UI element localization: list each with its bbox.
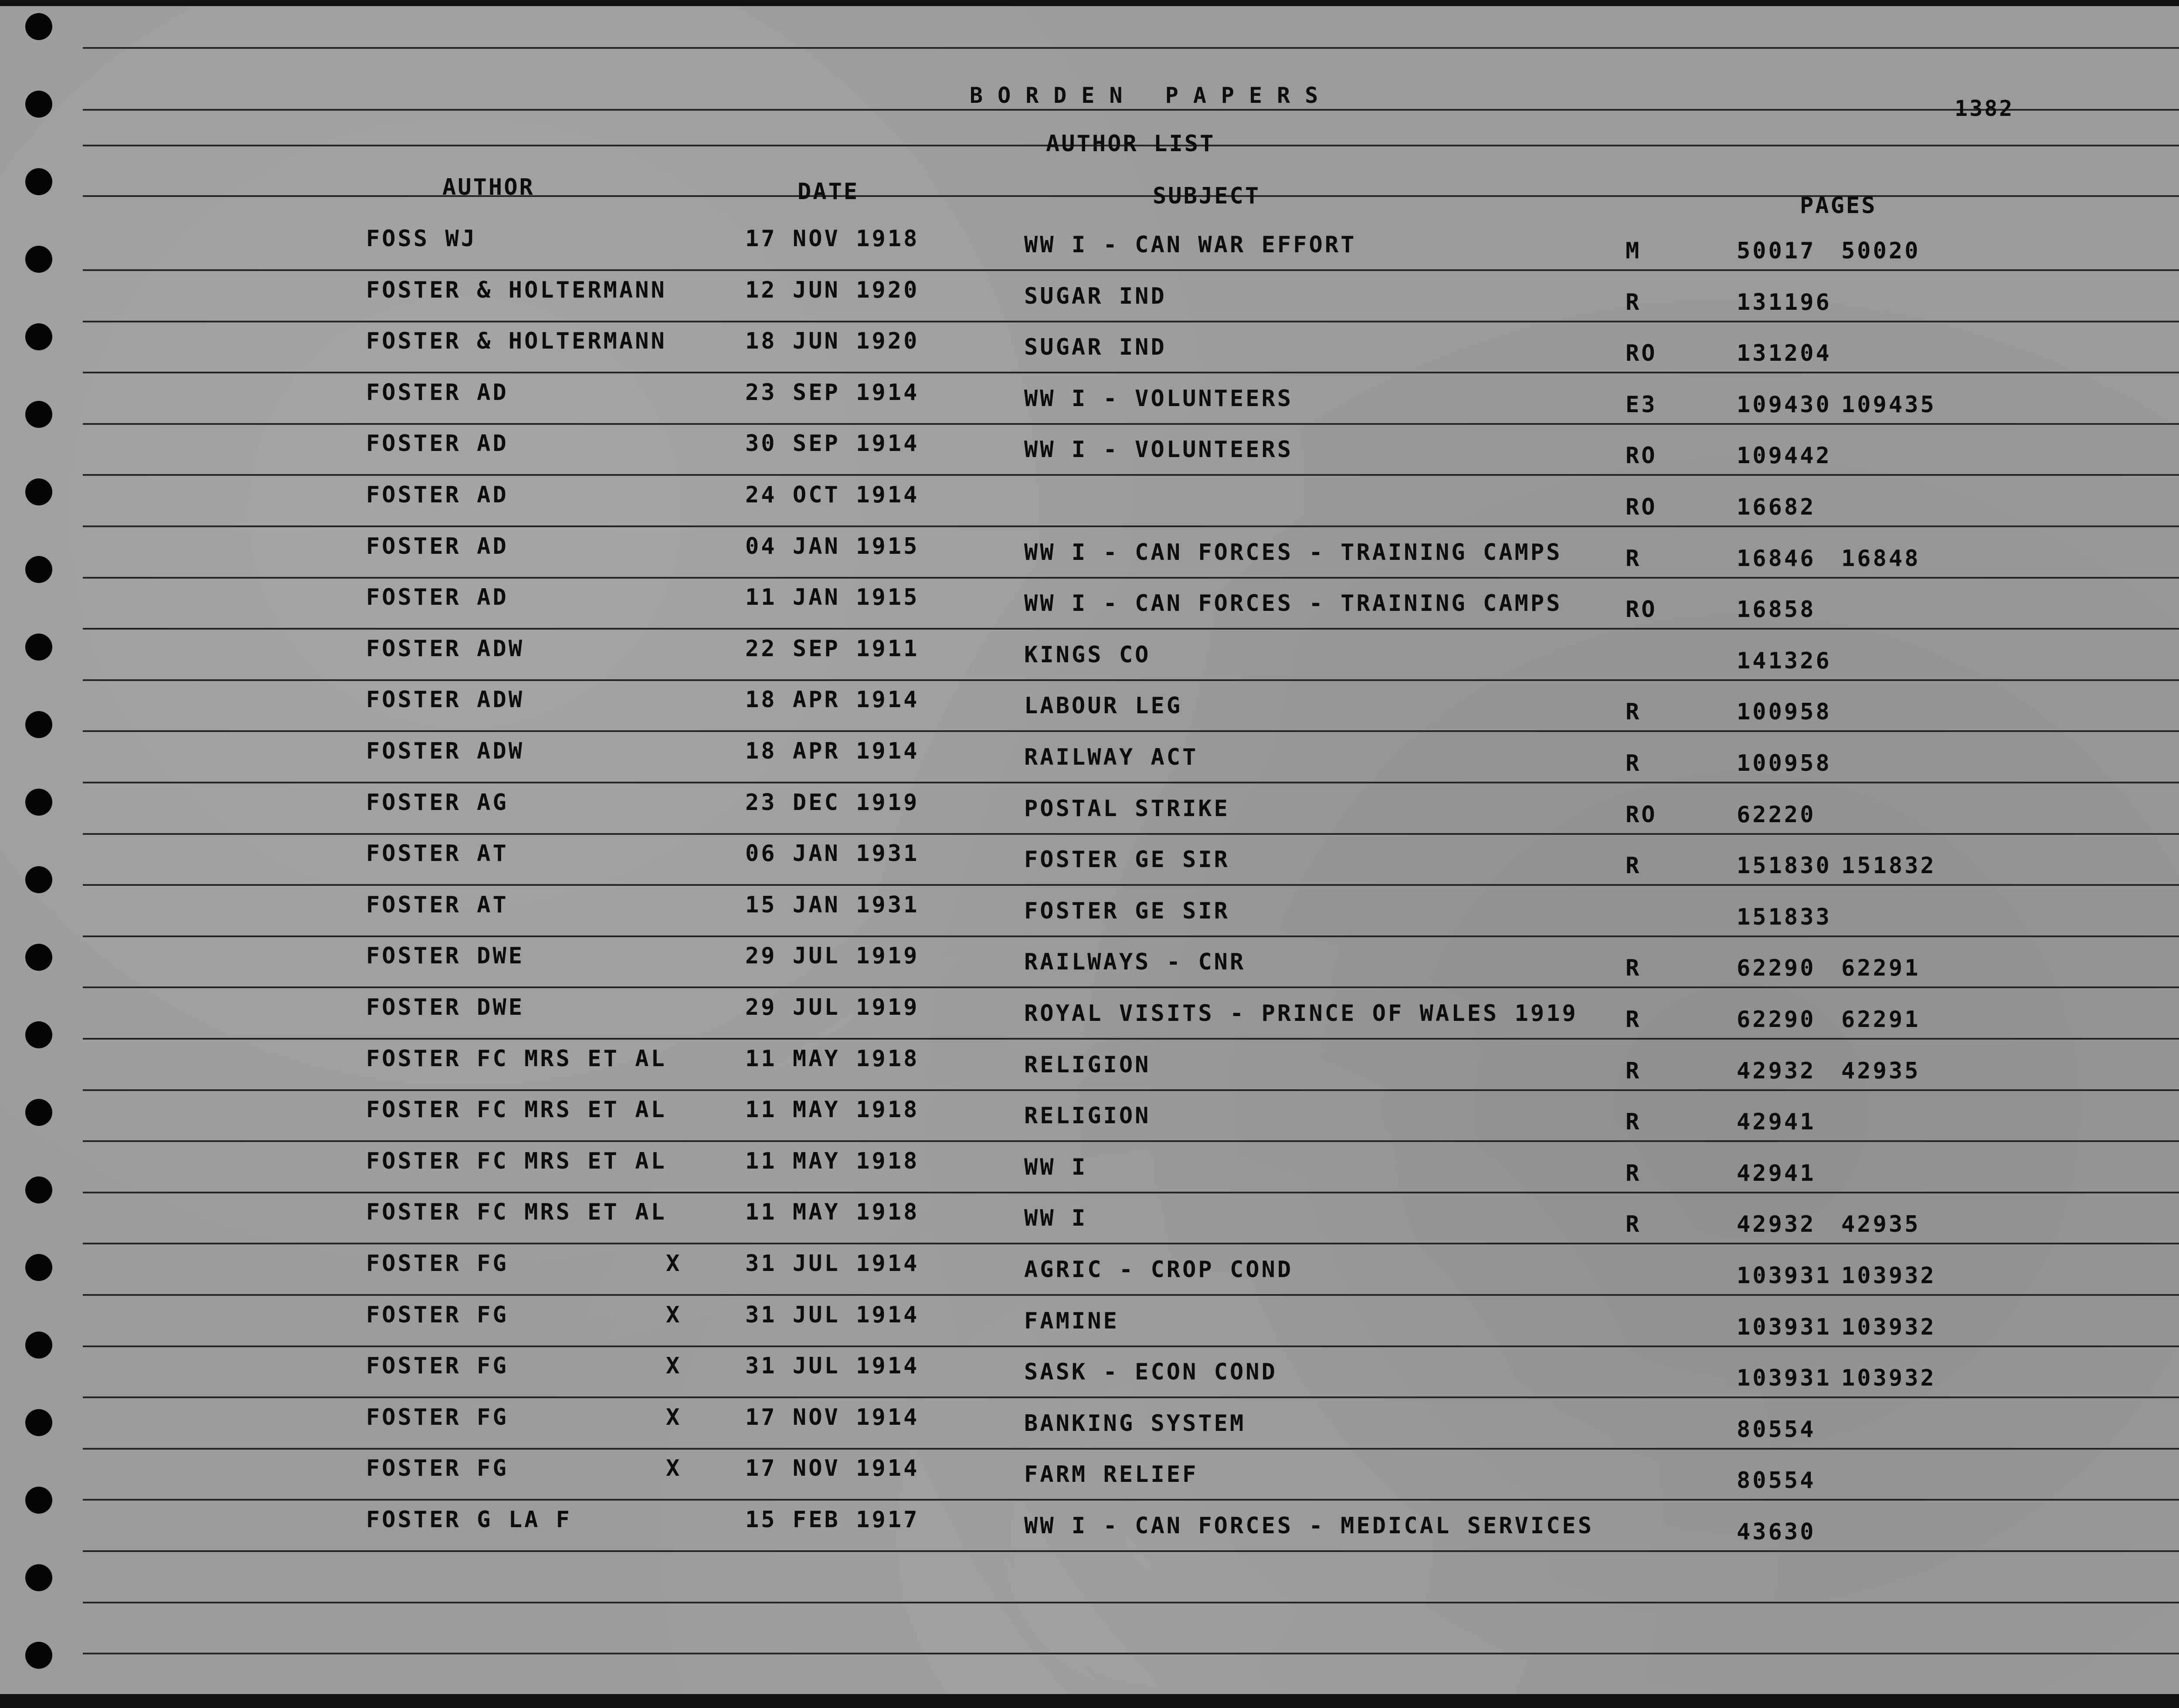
- subject-cell: SUGAR IND: [1024, 334, 1167, 360]
- date-cell: 31 JUL 1914: [745, 1302, 920, 1328]
- author-cell: FOSTER DWE: [366, 994, 525, 1020]
- author-cell: FOSTER FG: [366, 1404, 509, 1430]
- page-start-cell: 16846: [1737, 546, 1816, 572]
- subject-cell: SUGAR IND: [1024, 283, 1167, 309]
- column-header-date: DATE: [798, 179, 859, 205]
- ruled-line: [83, 1653, 2179, 1654]
- sprocket-hole: [25, 168, 52, 195]
- date-cell: 29 JUL 1919: [745, 994, 920, 1020]
- document-title: BORDEN PAPERS: [970, 83, 1333, 108]
- page-start-cell: 109442: [1737, 443, 1832, 469]
- ruled-line: [83, 47, 2179, 49]
- subject-cell: POSTAL STRIKE: [1024, 796, 1230, 822]
- code-cell: RO: [1626, 802, 1657, 828]
- code-cell: R: [1626, 1058, 1642, 1084]
- author-cell: FOSTER FC MRS ET AL: [366, 1097, 667, 1123]
- table-row: [0, 1455, 2179, 1499]
- page-start-cell: 42932: [1737, 1058, 1816, 1084]
- subject-cell: WW I: [1024, 1205, 1088, 1231]
- date-cell: 15 JAN 1931: [745, 892, 920, 918]
- subject-cell: FAMINE: [1024, 1308, 1119, 1334]
- author-cell: FOSTER FC MRS ET AL: [366, 1148, 667, 1174]
- ruled-line: [83, 1140, 2179, 1142]
- subject-cell: WW I - VOLUNTEERS: [1024, 437, 1293, 463]
- ruled-line: [83, 884, 2179, 886]
- subject-cell: ROYAL VISITS - PRINCE OF WALES 1919: [1024, 1000, 1578, 1027]
- author-cell: FOSTER FC MRS ET AL: [366, 1046, 667, 1072]
- date-cell: 11 JAN 1915: [745, 584, 920, 610]
- table-row: [0, 1148, 2179, 1192]
- table-row: [0, 636, 2179, 679]
- date-cell: 11 MAY 1918: [745, 1046, 920, 1072]
- subject-cell: RAILWAY ACT: [1024, 744, 1198, 770]
- subject-cell: WW I: [1024, 1154, 1088, 1180]
- ruled-line: [83, 1602, 2179, 1603]
- page-start-cell: 42941: [1737, 1109, 1816, 1135]
- date-cell: 15 FEB 1917: [745, 1507, 920, 1533]
- code-cell: R: [1626, 289, 1642, 315]
- ruled-line: [83, 109, 2179, 111]
- table-row: [0, 584, 2179, 628]
- table-row: [0, 328, 2179, 372]
- ruled-line: [83, 730, 2179, 732]
- table-row: [0, 1507, 2179, 1550]
- page-start-cell: 50017: [1737, 238, 1816, 264]
- page-start-cell: 62290: [1737, 1006, 1816, 1033]
- page-start-cell: 109430: [1737, 392, 1832, 418]
- code-cell: R: [1626, 1211, 1642, 1237]
- flag-cell: X: [666, 1250, 682, 1277]
- ruled-line: [83, 1448, 2179, 1450]
- table-row: [0, 1199, 2179, 1243]
- date-cell: 11 MAY 1918: [745, 1199, 920, 1225]
- subject-cell: WW I - CAN FORCES - MEDICAL SERVICES: [1024, 1513, 1594, 1539]
- author-cell: FOSTER ADW: [366, 636, 525, 662]
- author-cell: FOSTER AD: [366, 482, 509, 508]
- table-row: [0, 380, 2179, 423]
- ruled-line: [83, 321, 2179, 322]
- ruled-line: [83, 1294, 2179, 1296]
- date-cell: 11 MAY 1918: [745, 1097, 920, 1123]
- subject-cell: FOSTER GE SIR: [1024, 898, 1230, 924]
- subject-cell: LABOUR LEG: [1024, 693, 1183, 719]
- author-cell: FOSTER AT: [366, 840, 509, 867]
- date-cell: 23 DEC 1919: [745, 790, 920, 816]
- list-subtitle: AUTHOR LIST: [1046, 131, 1215, 157]
- page-number: 1382: [1955, 96, 2014, 121]
- date-cell: 11 MAY 1918: [745, 1148, 920, 1174]
- table-row: [0, 1250, 2179, 1294]
- date-cell: 18 JUN 1920: [745, 328, 920, 354]
- page-start-cell: 103931: [1737, 1263, 1832, 1289]
- ruled-line: [83, 833, 2179, 835]
- date-cell: 22 SEP 1911: [745, 636, 920, 662]
- table-row: [0, 840, 2179, 884]
- page-start-cell: 43630: [1737, 1519, 1816, 1545]
- ruled-line: [83, 679, 2179, 681]
- page-start-cell: 16858: [1737, 596, 1816, 623]
- author-cell: FOSTER AG: [366, 790, 509, 816]
- page-start-cell: 100958: [1737, 750, 1832, 776]
- bottom-edge: [0, 1694, 2179, 1708]
- code-cell: E3: [1626, 392, 1657, 418]
- author-cell: FOSTER FG: [366, 1250, 509, 1277]
- subject-cell: AGRIC - CROP COND: [1024, 1257, 1293, 1283]
- page-end-cell: 42935: [1841, 1211, 1921, 1237]
- author-cell: FOSTER AD: [366, 584, 509, 610]
- author-cell: FOSTER ADW: [366, 687, 525, 713]
- page-start-cell: 42941: [1737, 1160, 1816, 1186]
- author-cell: FOSTER FG: [366, 1353, 509, 1379]
- table-row: [0, 1046, 2179, 1089]
- sprocket-hole: [25, 1642, 52, 1669]
- date-cell: 24 OCT 1914: [745, 482, 920, 508]
- ruled-line: [83, 986, 2179, 988]
- date-cell: 04 JAN 1915: [745, 533, 920, 559]
- date-cell: 23 SEP 1914: [745, 380, 920, 406]
- ruled-line: [83, 1243, 2179, 1244]
- author-cell: FOSTER AD: [366, 533, 509, 559]
- code-cell: R: [1626, 750, 1642, 776]
- page-start-cell: 80554: [1737, 1467, 1816, 1494]
- code-cell: M: [1626, 238, 1642, 264]
- table-row: [0, 1353, 2179, 1396]
- author-cell: FOSTER & HOLTERMANN: [366, 328, 667, 354]
- column-header-author: AUTHOR: [442, 174, 535, 200]
- table-row: [0, 277, 2179, 321]
- subject-cell: BANKING SYSTEM: [1024, 1410, 1246, 1437]
- sprocket-hole: [25, 91, 52, 118]
- flag-cell: X: [666, 1455, 682, 1481]
- page-start-cell: 100958: [1737, 699, 1832, 725]
- code-cell: R: [1626, 1160, 1642, 1186]
- code-cell: R: [1626, 853, 1642, 879]
- author-cell: FOSTER AT: [366, 892, 509, 918]
- table-row: [0, 1097, 2179, 1140]
- author-cell: FOSTER FG: [366, 1455, 509, 1481]
- date-cell: 12 JUN 1920: [745, 277, 920, 303]
- ruled-line: [83, 628, 2179, 630]
- sprocket-hole: [25, 13, 52, 40]
- table-row: [0, 533, 2179, 577]
- date-cell: 18 APR 1914: [745, 738, 920, 764]
- code-cell: RO: [1626, 443, 1657, 469]
- ruled-line: [83, 372, 2179, 373]
- code-cell: RO: [1626, 596, 1657, 623]
- page-start-cell: 131204: [1737, 340, 1832, 366]
- flag-cell: X: [666, 1302, 682, 1328]
- subject-cell: RAILWAYS - CNR: [1024, 949, 1246, 975]
- date-cell: 31 JUL 1914: [745, 1250, 920, 1277]
- author-cell: FOSTER & HOLTERMANN: [366, 277, 667, 303]
- subject-cell: WW I - CAN FORCES - TRAINING CAMPS: [1024, 539, 1562, 566]
- page-start-cell: 62290: [1737, 955, 1816, 981]
- table-row: [0, 738, 2179, 782]
- table-row: [0, 994, 2179, 1038]
- date-cell: 17 NOV 1918: [745, 226, 920, 252]
- page-end-cell: 103932: [1841, 1365, 1936, 1391]
- author-cell: FOSTER FG: [366, 1302, 509, 1328]
- table-row: [0, 790, 2179, 833]
- date-cell: 17 NOV 1914: [745, 1404, 920, 1430]
- author-cell: FOSTER AD: [366, 430, 509, 457]
- page-end-cell: 62291: [1841, 955, 1921, 981]
- ruled-line: [83, 1192, 2179, 1193]
- date-cell: 30 SEP 1914: [745, 430, 920, 457]
- code-cell: R: [1626, 1006, 1642, 1033]
- page-start-cell: 151833: [1737, 904, 1832, 930]
- page-start-cell: 103931: [1737, 1314, 1832, 1340]
- subject-cell: FARM RELIEF: [1024, 1461, 1198, 1488]
- page-end-cell: 103932: [1841, 1263, 1936, 1289]
- column-header-subject: SUBJECT: [1153, 183, 1261, 209]
- code-cell: R: [1626, 955, 1642, 981]
- page-start-cell: 131196: [1737, 289, 1832, 315]
- ruled-line: [83, 525, 2179, 527]
- table-row: [0, 226, 2179, 269]
- table-row: [0, 687, 2179, 730]
- table-row: [0, 1302, 2179, 1345]
- author-cell: FOSTER AD: [366, 380, 509, 406]
- subject-cell: RELIGION: [1024, 1103, 1151, 1129]
- ruled-line: [83, 577, 2179, 579]
- page-start-cell: 103931: [1737, 1365, 1832, 1391]
- author-cell: FOSS WJ: [366, 226, 477, 252]
- page-start-cell: 16682: [1737, 494, 1816, 520]
- subject-cell: WW I - CAN WAR EFFORT: [1024, 232, 1357, 258]
- page-start-cell: 151830: [1737, 853, 1832, 879]
- ruled-line: [83, 269, 2179, 271]
- ruled-line: [83, 423, 2179, 425]
- table-row: [0, 430, 2179, 474]
- author-cell: FOSTER DWE: [366, 943, 525, 969]
- author-cell: FOSTER G LA F: [366, 1507, 572, 1533]
- date-cell: 17 NOV 1914: [745, 1455, 920, 1481]
- table-row: [0, 1404, 2179, 1448]
- table-row: [0, 892, 2179, 935]
- author-cell: FOSTER ADW: [366, 738, 525, 764]
- table-row: [0, 482, 2179, 525]
- page-end-cell: 42935: [1841, 1058, 1921, 1084]
- ruled-line: [83, 474, 2179, 476]
- table-row: [0, 943, 2179, 986]
- sprocket-hole: [25, 1564, 52, 1591]
- ruled-line: [83, 782, 2179, 783]
- ruled-line: [83, 1038, 2179, 1040]
- page-start-cell: 42932: [1737, 1211, 1816, 1237]
- flag-cell: X: [666, 1404, 682, 1430]
- ruled-line: [83, 935, 2179, 937]
- date-cell: 31 JUL 1914: [745, 1353, 920, 1379]
- page-end-cell: 62291: [1841, 1006, 1921, 1033]
- page-start-cell: 62220: [1737, 802, 1816, 828]
- ruled-line: [83, 1550, 2179, 1552]
- page-start-cell: 141326: [1737, 648, 1832, 674]
- code-cell: R: [1626, 546, 1642, 572]
- date-cell: 06 JAN 1931: [745, 840, 920, 867]
- ruled-line: [83, 1499, 2179, 1501]
- ruled-line: [83, 1345, 2179, 1347]
- date-cell: 18 APR 1914: [745, 687, 920, 713]
- code-cell: RO: [1626, 340, 1657, 366]
- flag-cell: X: [666, 1353, 682, 1379]
- subject-cell: WW I - VOLUNTEERS: [1024, 386, 1293, 412]
- subject-cell: FOSTER GE SIR: [1024, 847, 1230, 873]
- author-cell: FOSTER FC MRS ET AL: [366, 1199, 667, 1225]
- page-start-cell: 80554: [1737, 1417, 1816, 1443]
- page-end-cell: 16848: [1841, 546, 1921, 572]
- column-header-pages: PAGES: [1800, 193, 1877, 219]
- subject-cell: SASK - ECON COND: [1024, 1359, 1277, 1385]
- top-edge: [0, 0, 2179, 6]
- page-end-cell: 103932: [1841, 1314, 1936, 1340]
- code-cell: R: [1626, 1109, 1642, 1135]
- ruled-line: [83, 1396, 2179, 1398]
- date-cell: 29 JUL 1919: [745, 943, 920, 969]
- code-cell: R: [1626, 699, 1642, 725]
- page-end-cell: 151832: [1841, 853, 1936, 879]
- code-cell: RO: [1626, 494, 1657, 520]
- subject-cell: WW I - CAN FORCES - TRAINING CAMPS: [1024, 590, 1562, 617]
- page-end-cell: 109435: [1841, 392, 1936, 418]
- subject-cell: KINGS CO: [1024, 642, 1151, 668]
- subject-cell: RELIGION: [1024, 1052, 1151, 1078]
- page-end-cell: 50020: [1841, 238, 1921, 264]
- ruled-line: [83, 1089, 2179, 1091]
